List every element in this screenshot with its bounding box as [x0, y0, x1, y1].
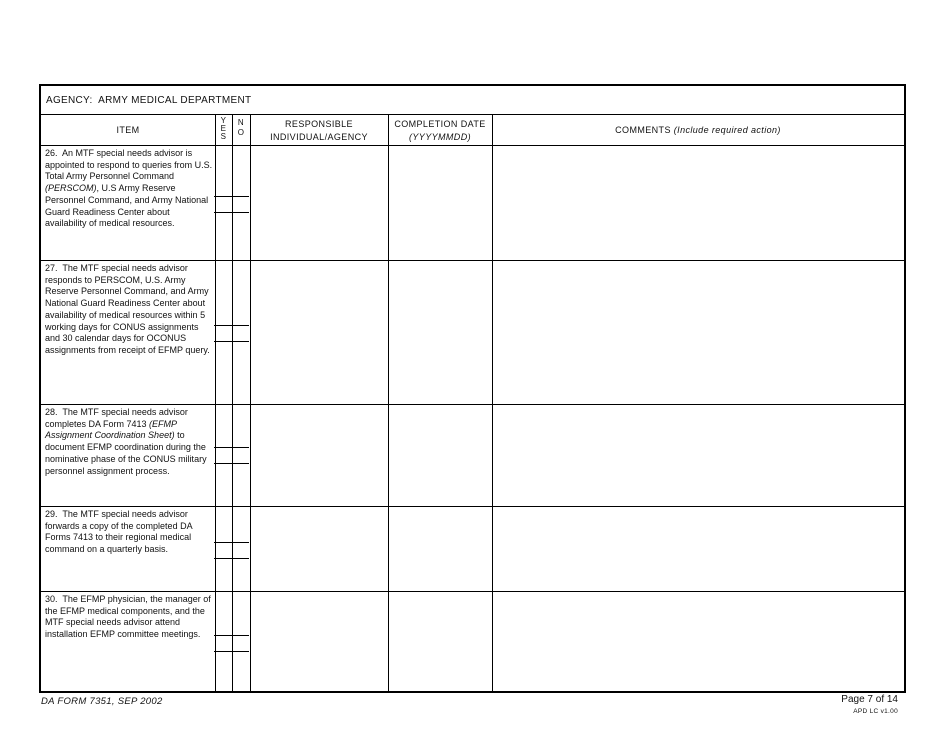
agency-value: ARMY MEDICAL DEPARTMENT: [98, 95, 252, 106]
header-item: ITEM: [41, 115, 215, 146]
item-text: [45, 263, 213, 357]
header-completion-date: COMPLETION DATE (YYYYMMDD): [388, 115, 492, 146]
item-text-segment: The MTF special needs advisor forwards a copy of the completed DA Forms 7413 to their regional medical command on a quarterly basis.: [45, 509, 193, 555]
item-text: [45, 594, 213, 641]
checkbox-divider: [214, 651, 249, 652]
item-text: [45, 407, 213, 477]
checkbox-divider: [214, 635, 249, 636]
agency-label: AGENCY:: [46, 95, 93, 106]
version-label: APD LC v1.00: [853, 708, 898, 715]
item-text-segment: (EFMP Assignment Coordination Sheet): [45, 418, 177, 441]
table-row: [41, 261, 904, 405]
item-text-segment: The EFMP physician, the manager of the EFMP medical components, and the MTF special needs advisor attend installation EFMP committee meetings.: [45, 594, 211, 640]
checkbox-divider: [214, 558, 249, 559]
header-yes: Y E S: [215, 115, 232, 146]
item-text-segment: , U.S Army Reserve Personnel Command, and Army National Guard Readiness Center about availability of medical resources.: [45, 183, 209, 229]
item-text: [45, 148, 213, 230]
item-text-segment: to document EFMP coordination during the nominative phase of the CONUS military personnel assignment process.: [45, 430, 207, 476]
item-text-segment: The MTF special needs advisor completes DA Form 7413: [45, 407, 188, 429]
table-row: [41, 146, 904, 261]
item-text: [45, 509, 213, 556]
checklist-form: [39, 84, 906, 693]
item-number: 27.: [45, 263, 58, 273]
header-responsible: RESPONSIBLE INDIVIDUAL/AGENCY: [250, 115, 388, 146]
item-text-segment: The MTF special needs advisor responds to PERSCOM, U.S. Army Reserve Personnel Command, and Army National Guard Readiness Center about availability of medical resources within 5 working days for CONUS assignments and 30 calendar days for OCONUS assignments from receipt of EFMP query.: [45, 263, 210, 355]
checkbox-divider: [214, 196, 249, 197]
form-number: DA FORM 7351, SEP 2002: [41, 696, 163, 707]
header-comments: COMMENTS (Include required action): [492, 115, 904, 146]
item-number: 30.: [45, 594, 58, 604]
item-number: 29.: [45, 509, 58, 519]
table-row: [41, 507, 904, 592]
header-no: N O: [232, 115, 250, 146]
checkbox-divider: [214, 463, 249, 464]
checkbox-divider: [214, 212, 249, 213]
item-number: 28.: [45, 407, 58, 417]
checkbox-divider: [214, 325, 249, 326]
checkbox-divider: [214, 542, 249, 543]
checkbox-divider: [214, 447, 249, 448]
item-text-segment: (PERSCOM): [45, 183, 97, 194]
agency-row: [41, 86, 904, 115]
item-text-segment: An MTF special needs advisor is appointed to respond to queries from U.S. Total Army Personnel Command: [45, 148, 213, 182]
checkbox-divider: [214, 341, 249, 342]
item-number: 26.: [45, 148, 58, 158]
table-row: [41, 405, 904, 507]
page-number: Page 7 of 14: [841, 694, 898, 705]
table-row: [41, 592, 904, 691]
